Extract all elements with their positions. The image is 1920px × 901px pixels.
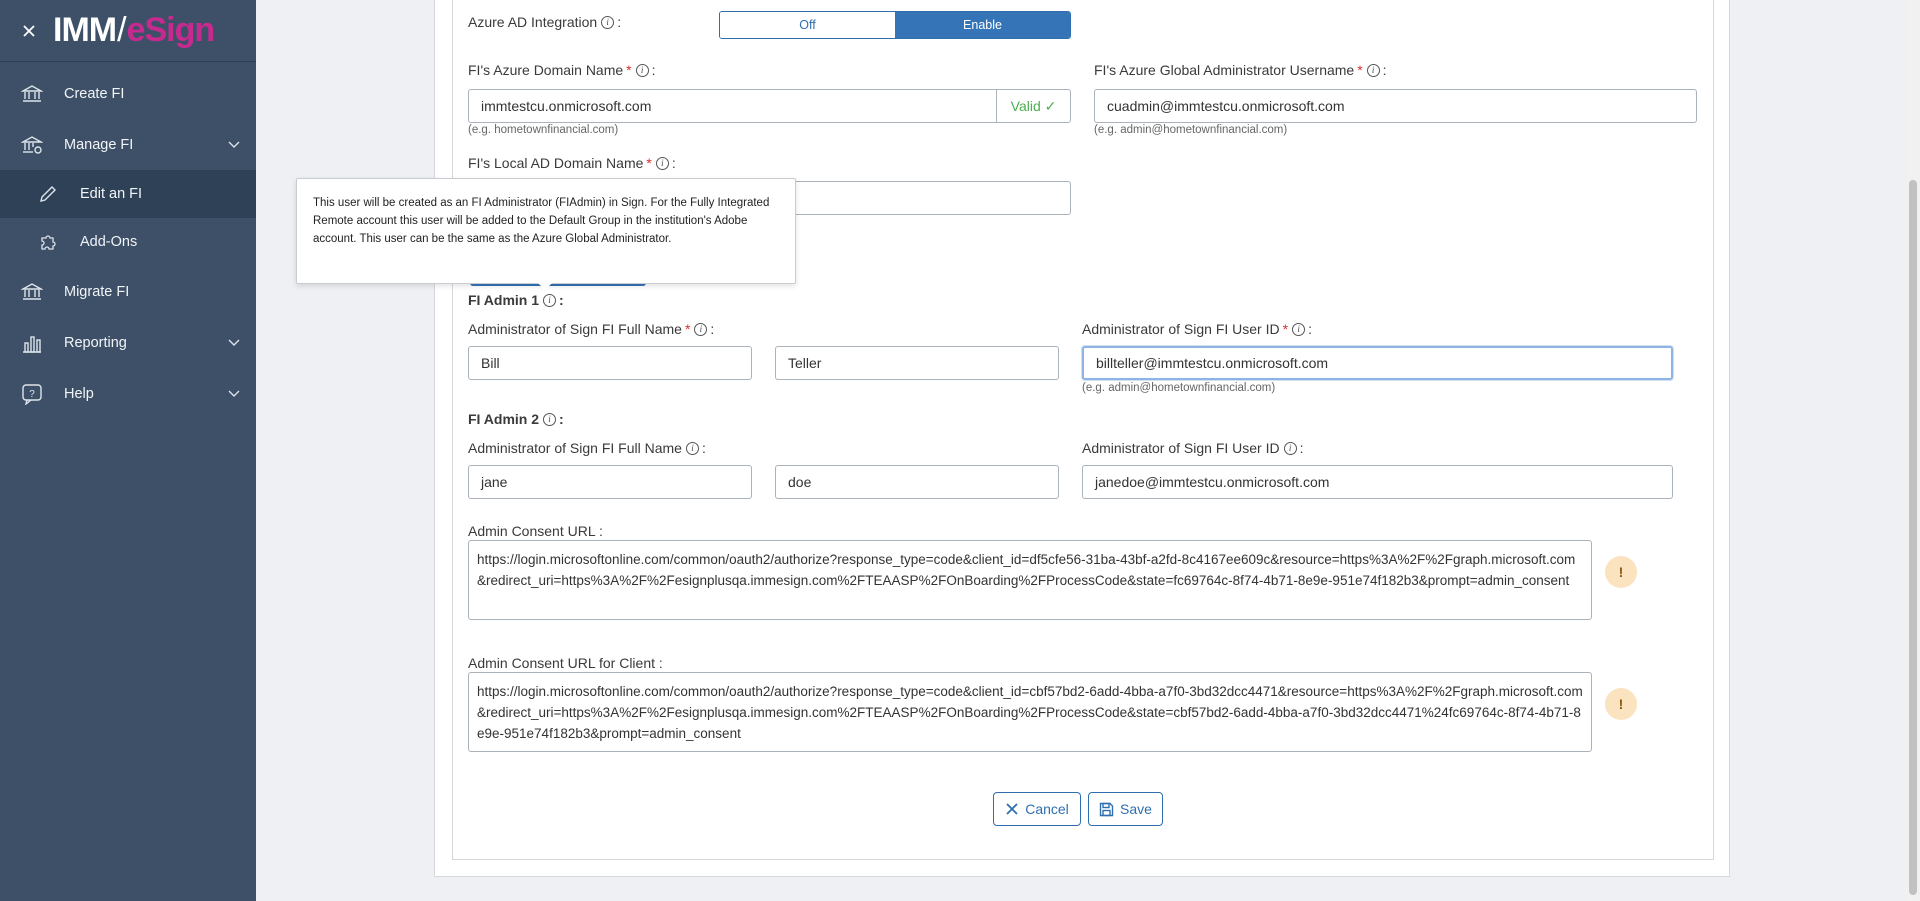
admin2-last-name-input[interactable]: doe xyxy=(775,465,1059,499)
admin1-first-name-input[interactable]: Bill xyxy=(468,346,752,380)
pencil-icon xyxy=(36,182,60,206)
info-icon[interactable]: i xyxy=(1284,442,1297,455)
local-ad-label: FI's Local AD Domain Name * i : xyxy=(468,155,676,171)
sidebar-item-manage-fi[interactable] xyxy=(0,119,256,170)
bar-chart-icon xyxy=(20,331,44,355)
info-icon[interactable]: i xyxy=(686,442,699,455)
azure-admin-input[interactable]: cuadmin@immtestcu.onmicrosoft.com xyxy=(1094,89,1697,123)
save-button[interactable]: Save xyxy=(1088,792,1163,826)
fi-admin-2-title: FI Admin 2 i : xyxy=(468,411,564,427)
bank-gear-icon xyxy=(20,133,44,157)
sidebar-header xyxy=(0,0,256,62)
sidebar xyxy=(0,0,256,901)
admin1-last-name-input[interactable]: Teller xyxy=(775,346,1059,380)
puzzle-icon xyxy=(36,230,60,254)
admin1-userid-label: Administrator of Sign FI User ID * i : xyxy=(1082,321,1312,337)
close-icon xyxy=(1005,802,1019,816)
admin2-userid-input[interactable]: janedoe@immtestcu.onmicrosoft.com xyxy=(1082,465,1673,499)
info-icon[interactable]: i xyxy=(1292,323,1305,336)
sidebar-item-add-ons[interactable] xyxy=(0,218,256,266)
admin1-userid-input[interactable]: billteller@immtestcu.onmicrosoft.com xyxy=(1082,346,1673,380)
sidebar-item-label: Create FI xyxy=(64,85,125,102)
info-icon[interactable]: i xyxy=(543,413,556,426)
info-icon[interactable]: i xyxy=(543,294,556,307)
chevron-down-icon xyxy=(228,386,240,402)
warning-icon[interactable]: ! xyxy=(1605,688,1637,720)
app-logo: IMM / eSign xyxy=(53,11,215,49)
toggle-enable-option[interactable]: Enable xyxy=(895,12,1070,38)
consent-url-textarea[interactable]: https://login.microsoftonline.com/common/oauth2/authorize?response_type=code&client_id=df5cfe56-31ba-43bf-a2fd-8c4167ee609c&resource=https%3A%2F%2Fgraph.microsoft.com&redirect_uri=https%3A%2F%2Fesignplusqa.immesign.com%2FTEAASP%2FOnBoarding%2FProcessCode&state=fc69764c-8f74-4b71-8e9e-951e74f182b3&prompt=admin_consent xyxy=(468,540,1592,620)
info-icon[interactable]: i xyxy=(1367,64,1380,77)
sidebar-item-label: Edit an FI xyxy=(80,186,143,202)
info-icon[interactable]: i xyxy=(601,16,614,29)
consent-url-client-textarea[interactable]: https://login.microsoftonline.com/common/oauth2/authorize?response_type=code&client_id=cbf57bd2-6add-4bba-a7f0-3bd32dcc4471&resource=https%3A%2F%2Fgraph.microsoft.com&redirect_uri=https%3A%2F%2Fesignplusqa.immesign.com%2FTEAASP%2FOnBoarding%2FProcessCode&state=cbf57bd2-6add-4bba-a7f0-3bd32dcc4471%24fc69764c-8f74-4b71-8e9e-951e74f182b3&prompt=admin_consent xyxy=(468,672,1592,752)
azure-domain-label: FI's Azure Domain Name * i : xyxy=(468,62,656,78)
valid-status: Valid ✓ xyxy=(996,90,1070,122)
warning-icon[interactable]: ! xyxy=(1605,556,1637,588)
consent-url-client-label: Admin Consent URL for Client : xyxy=(468,655,663,671)
scrollbar-thumb[interactable] xyxy=(1909,180,1917,895)
admin2-first-name-input[interactable]: jane xyxy=(468,465,752,499)
sidebar-item-label: Help xyxy=(64,385,94,402)
sidebar-item-label: Manage FI xyxy=(64,136,134,153)
fi-admin-1-title: FI Admin 1 i : xyxy=(468,292,564,308)
sidebar-item-create-fi[interactable] xyxy=(0,68,256,119)
azure-ad-toggle[interactable] xyxy=(719,11,1071,39)
info-icon[interactable]: i xyxy=(636,64,649,77)
svg-text:?: ? xyxy=(29,388,35,400)
admin2-fullname-label: Administrator of Sign FI Full Name i : xyxy=(468,440,706,456)
bank-arrow-icon xyxy=(20,280,44,304)
azure-ad-label: Azure AD Integration i : xyxy=(468,14,622,30)
chevron-up-icon xyxy=(228,137,240,153)
azure-admin-hint: (e.g. admin@hometownfinancial.com) xyxy=(1094,124,1288,136)
toggle-off-option[interactable]: Off xyxy=(720,12,895,38)
azure-admin-label: FI's Azure Global Administrator Username * i : xyxy=(1094,62,1387,78)
sidebar-item-label: Reporting xyxy=(64,334,127,351)
consent-url-label: Admin Consent URL : xyxy=(468,523,603,539)
info-tooltip: This user will be created as an FI Administrator (FIAdmin) in Sign. For the Fully Integrated Remote account this user will be added to the Default Group in the institution's Adobe account. This user can be the same as the Azure Global Administrator. xyxy=(296,178,796,284)
azure-domain-hint: (e.g. hometownfinancial.com) xyxy=(468,124,619,136)
sidebar-item-edit-fi[interactable] xyxy=(0,170,256,218)
sidebar-item-migrate-fi[interactable] xyxy=(0,266,256,317)
admin1-userid-hint: (e.g. admin@hometownfinancial.com) xyxy=(1082,382,1276,394)
close-icon[interactable] xyxy=(17,19,41,43)
bank-icon xyxy=(20,82,44,106)
info-icon[interactable]: i xyxy=(694,323,707,336)
sidebar-item-label: Add-Ons xyxy=(80,234,138,250)
save-icon xyxy=(1099,802,1114,817)
help-bubble-icon xyxy=(20,382,44,406)
page-scrollbar[interactable] xyxy=(1906,0,1920,901)
admin2-userid-label: Administrator of Sign FI User ID i : xyxy=(1082,440,1304,456)
tooltip-arrow xyxy=(538,283,552,290)
sidebar-item-reporting[interactable] xyxy=(0,317,256,368)
sidebar-item-help[interactable] xyxy=(0,368,256,419)
info-icon[interactable]: i xyxy=(656,157,669,170)
cancel-button[interactable]: Cancel xyxy=(993,792,1081,826)
chevron-down-icon xyxy=(228,335,240,351)
admin1-fullname-label: Administrator of Sign FI Full Name * i : xyxy=(468,321,715,337)
azure-domain-input[interactable]: immtestcu.onmicrosoft.com Valid ✓ xyxy=(468,89,1071,123)
sidebar-item-label: Migrate FI xyxy=(64,283,130,300)
